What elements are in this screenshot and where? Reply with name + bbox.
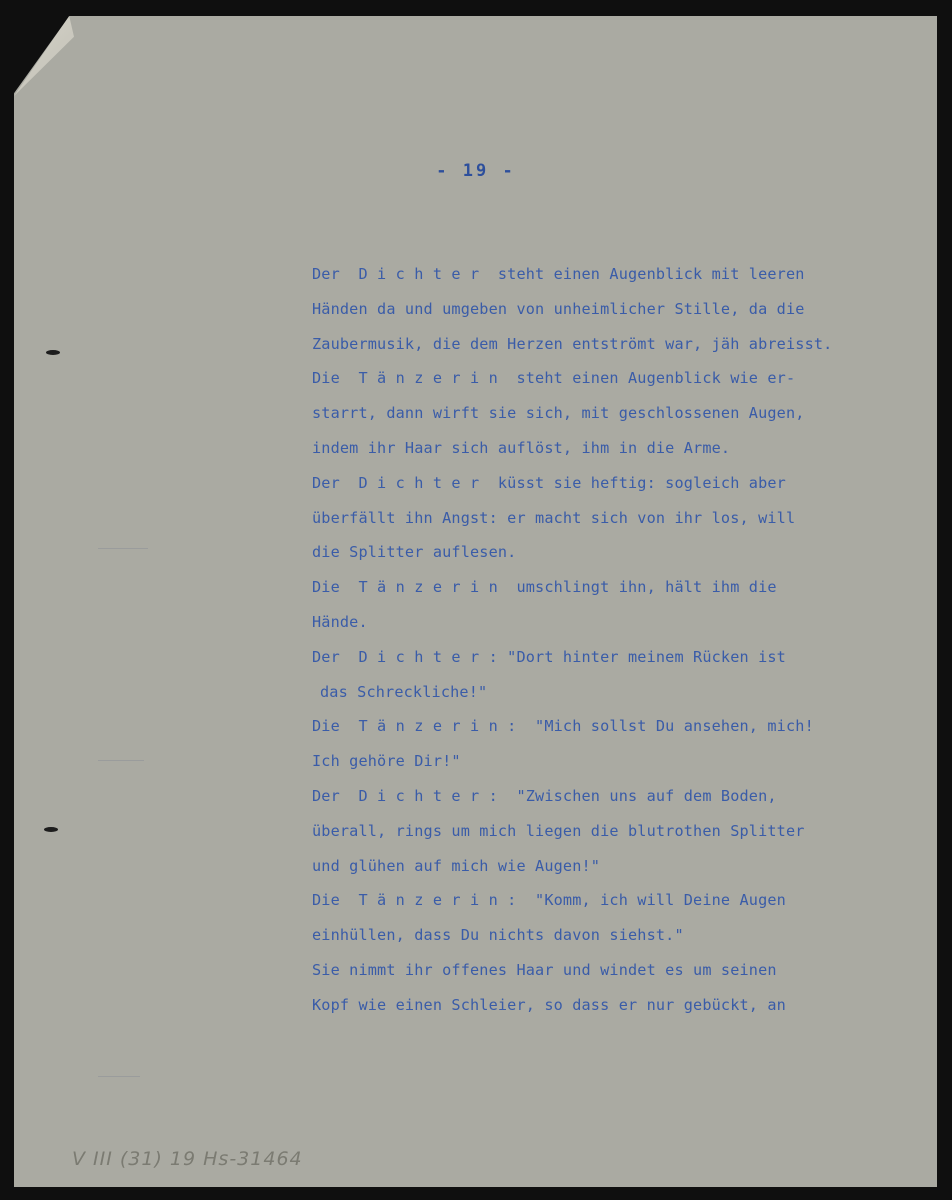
text-line: Die T ä n z e r i n : "Komm, ich will Deine Augen — [312, 891, 786, 910]
text-line: starrt, dann wirft sie sich, mit geschlossenen Augen, — [312, 404, 805, 423]
text-line: einhüllen, dass Du nichts davon siehst." — [312, 926, 684, 945]
text-line: die Splitter auflesen. — [312, 543, 517, 562]
text-line: Händen da und umgeben von unheimlicher Stille, da die — [312, 299, 805, 318]
text-line: Die T ä n z e r i n : "Mich sollst Du ansehen, mich! — [312, 717, 814, 736]
text-line: Der D i c h t e r küsst sie heftig: sogleich aber — [312, 473, 786, 492]
faint-mark — [98, 548, 148, 549]
text-line: Der D i c h t e r : "Zwischen uns auf dem Boden, — [312, 786, 777, 805]
text-line: überall, rings um mich liegen die blutrothen Splitter — [312, 821, 805, 840]
text-line: Zaubermusik, die dem Herzen entströmt war, jäh abreisst. — [312, 334, 833, 353]
text-line: Die T ä n z e r i n steht einen Augenblick wie er- — [312, 369, 796, 388]
text-line: überfällt ihn Angst: er macht sich von ihr los, will — [312, 508, 796, 527]
text-line: indem ihr Haar sich auflöst, ihm in die Arme. — [312, 438, 731, 457]
text-line: Ich gehöre Dir!" — [312, 752, 461, 771]
text-line: Kopf wie einen Schleier, so dass er nur gebückt, an — [312, 995, 786, 1014]
text-line: Der D i c h t e r steht einen Augenblick mit leeren — [312, 265, 805, 283]
typed-text — [312, 262, 912, 1028]
punch-hole — [46, 350, 60, 355]
text-line: und glühen auf mich wie Augen!" — [312, 856, 601, 875]
faint-mark — [98, 760, 144, 761]
archive-signature: V III (31) 19 Hs-31464 — [72, 1148, 303, 1170]
page-number: - 19 - — [436, 161, 516, 181]
text-line: Hände. — [312, 612, 368, 631]
text-line: das Schreckliche!" — [320, 682, 488, 701]
text-line: Sie nimmt ihr offenes Haar und windet es um seinen — [312, 960, 777, 979]
punch-hole — [44, 827, 58, 832]
faint-mark — [98, 1076, 140, 1077]
text-line: Die T ä n z e r i n umschlingt ihn, hält ihm die — [312, 578, 777, 597]
text-line: Der D i c h t e r : "Dort hinter meinem Rücken ist — [312, 647, 786, 666]
